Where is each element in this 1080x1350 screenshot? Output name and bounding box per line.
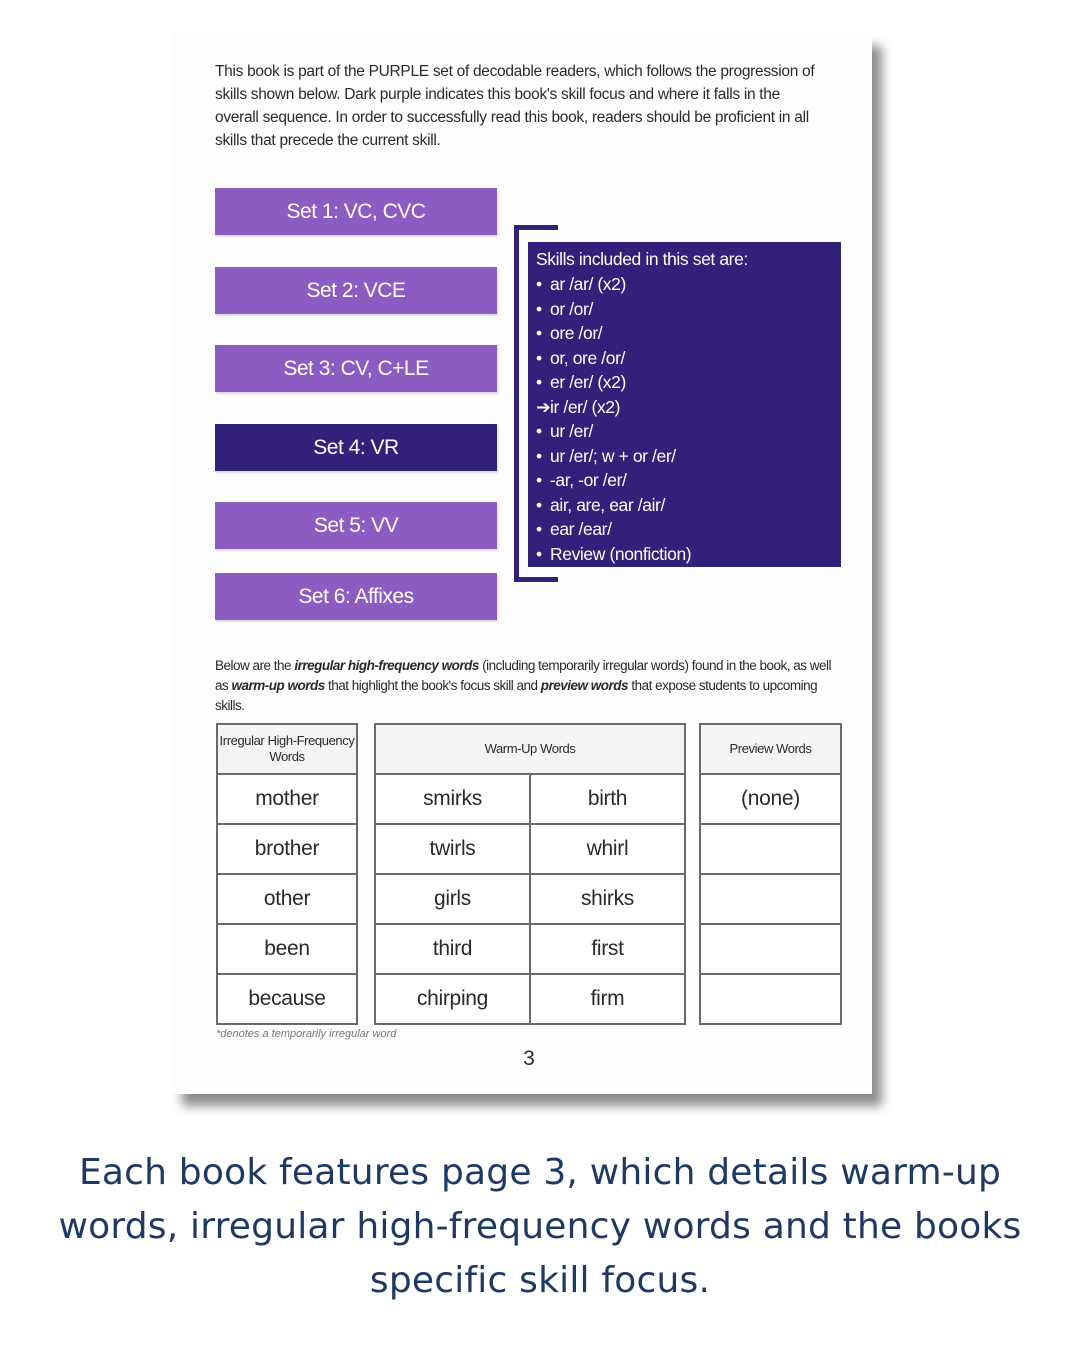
preview-words-table [699,723,842,1025]
table-row [375,774,685,824]
skill-item: • ur /er/ [536,419,841,444]
table-cell: (none) [700,774,841,824]
set-1-button: Set 1: VC, CVC [215,188,497,235]
page-number: 3 [523,1047,535,1070]
bullet-icon: • [536,421,542,441]
set-3-button: Set 3: CV, C+LE [215,345,497,392]
table-header: Preview Words [700,724,841,774]
table-header: Warm-Up Words [375,724,685,774]
bullet-icon: • [536,323,542,343]
table-cell: whirl [530,824,685,874]
table-cell [700,824,841,874]
set-4-button-active: Set 4: VR [215,424,497,471]
table-cell: brother [217,824,357,874]
warmup-words-table [374,723,686,1025]
table-cell [700,924,841,974]
table-cell [700,974,841,1024]
table-cell: firm [530,974,685,1024]
table-cell: girls [375,874,530,924]
set-2-button: Set 2: VCE [215,267,497,314]
bullet-icon: • [536,470,542,490]
book-page [172,34,872,1094]
table-cell [700,874,841,924]
skill-item: • ar /ar/ (x2) [536,272,841,297]
table-cell: birth [530,774,685,824]
skills-box [528,242,841,567]
arrow-right-icon: ➔ [536,396,551,417]
table-row [375,874,685,924]
table-cell: been [217,924,357,974]
skill-item: • or, ore /or/ [536,346,841,371]
set-5-button: Set 5: VV [215,502,497,549]
skill-item: • er /er/ (x2) [536,370,841,395]
skill-item: • ore /or/ [536,321,841,346]
skills-title: Skills included in this set are: [536,249,748,269]
skills-list [536,272,841,566]
footnote: *denotes a temporarily irregular word [216,1028,397,1040]
table-row [375,974,685,1024]
table-row [375,824,685,874]
skill-item: • ur /er/; w + or /er/ [536,444,841,469]
skill-item: • Review (nonfiction) [536,542,841,567]
bullet-icon: • [536,445,542,466]
skill-item-focus: ➔ir /er/ (x2) [536,395,841,420]
table-cell: because [217,974,357,1024]
caption: Each book features page 3, which details warm-up words, irregular high-frequency words and the books specific skill focus. [58,1152,1022,1301]
intro-paragraph: This book is part of the PURPLE set of decodable readers, which follows the progression of skills shown below. Dark purple indicates this book's skill focus and where it falls in the overall sequence. In order to successfully read this book, readers should be proficient in all skills that precede the current skill. [215,63,815,149]
bullet-icon: • [536,274,542,294]
bullet-icon: • [536,543,542,564]
bullet-icon: • [536,494,542,515]
table-cell: first [530,924,685,974]
set-6-button: Set 6: Affixes [215,573,497,620]
table-cell: chirping [375,974,530,1024]
skill-item: • -ar, -or /er/ [536,468,841,493]
skill-item: • ear /ear/ [536,517,841,542]
table-cell: third [375,924,530,974]
table-row [375,924,685,974]
table-cell: other [217,874,357,924]
word-tables-intro: Below are the irregular high-frequency words (including temporarily irregular words) found in the book, as well as warm-up words that highlight the book's focus skill and preview words that expose students to upcoming skills. [215,658,832,713]
table-cell: shirks [530,874,685,924]
table-cell: mother [217,774,357,824]
bullet-icon: • [536,519,542,539]
bullet-icon: • [536,298,542,319]
table-header: Irregular High-Frequency Words [217,724,357,774]
skill-item: • or /or/ [536,297,841,322]
table-cell: twirls [375,824,530,874]
bullet-icon: • [536,347,542,368]
bullet-icon: • [536,372,542,392]
table-cell: smirks [375,774,530,824]
skill-item: • air, are, ear /air/ [536,493,841,518]
irregular-words-table [216,723,358,1025]
